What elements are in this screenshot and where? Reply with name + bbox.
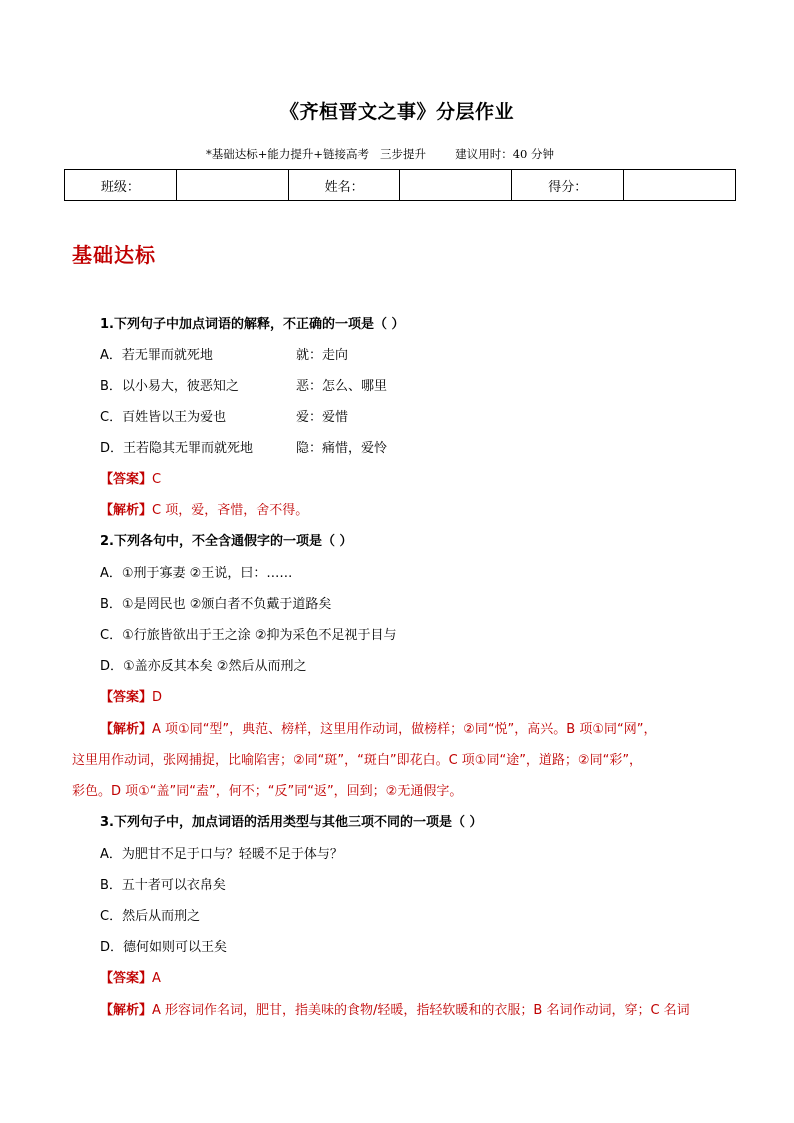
question-1-option-b: B．以小易大，彼恶知之 xyxy=(100,379,239,394)
analysis-text: C 项，爱，吝惜，舍不得。 xyxy=(152,503,309,518)
name-label: 姓名： xyxy=(288,170,400,201)
question-2-stem: 2.下列各句中，不全含通假字的一项是（ ） xyxy=(100,534,353,549)
answer-tag: 【答案】 xyxy=(100,971,153,986)
analysis-tag: 【解析】 xyxy=(100,503,153,518)
question-3-analysis xyxy=(100,999,690,1018)
question-2-answer xyxy=(100,686,162,705)
question-1-answer xyxy=(100,468,161,487)
question-1-option-d-gloss: 隐：痛惜，爱怜 xyxy=(296,441,388,456)
question-3-option-a: A．为肥甘不足于口与？轻暖不足于体与？ xyxy=(100,847,343,862)
answer-value: C xyxy=(152,472,162,487)
score-field[interactable] xyxy=(624,170,736,201)
class-field[interactable] xyxy=(176,170,288,201)
analysis-tag: 【解析】 xyxy=(100,722,153,737)
question-3-answer xyxy=(100,967,161,986)
question-3-option-c: C．然后从而刑之 xyxy=(100,909,201,924)
question-3-option-b: B．五十者可以衣帛矣 xyxy=(100,878,226,893)
option-text: A．若无罪而就死地 xyxy=(100,348,213,363)
question-2-analysis-line-2: 这里用作动词，张网捕捉，比喻陷害；②同“斑”，“斑白”即花白。C 项①同“途”，道路；②同“彩”， xyxy=(72,753,643,768)
answer-value: A xyxy=(152,971,161,986)
section-heading: 基础达标 xyxy=(72,243,156,267)
question-2-analysis-line-1 xyxy=(100,718,656,737)
document-title: 《齐桓晋文之事》分层作业 xyxy=(279,101,514,123)
question-3-stem: 3.下列句子中，加点词语的活用类型与其他三项不同的一项是（ ） xyxy=(100,815,483,830)
answer-tag: 【答案】 xyxy=(100,472,153,487)
question-1-option-b-gloss: 恶：怎么、哪里 xyxy=(296,379,388,394)
score-label: 得分： xyxy=(512,170,624,201)
question-2-option-b: B．①是罔民也 ②颁白者不负戴于道路矣 xyxy=(100,597,332,612)
question-1-option-a xyxy=(100,344,213,363)
answer-tag: 【答案】 xyxy=(100,690,153,705)
class-label: 班级： xyxy=(65,170,177,201)
question-2-option-c: C．①行旅皆欲出于王之涂 ②抑为采色不足视于目与 xyxy=(100,628,397,643)
analysis-text: A 项①同“型”，典范、榜样，这里用作动词，做榜样；②同“悦”，高兴。B 项①同“网”， xyxy=(152,722,657,737)
answer-value: D xyxy=(152,690,163,705)
question-1-stem: 1.下列句子中加点词语的解释，不正确的一项是（ ） xyxy=(100,317,405,332)
analysis-tag: 【解析】 xyxy=(100,1003,153,1018)
question-1-option-c-gloss: 爱：爱惜 xyxy=(296,410,349,425)
question-3-option-d: D．德何如则可以王矣 xyxy=(100,940,228,955)
name-field[interactable] xyxy=(400,170,512,201)
question-2-analysis-line-3: 彩色。D 项①“盖”同“盍”，何不；“反”同“返”，回到；②无通假字。 xyxy=(72,784,463,799)
student-info-table xyxy=(64,169,736,201)
question-1-option-d: D．王若隐其无罪而就死地 xyxy=(100,441,254,456)
question-2-option-a: A．①刑于寡妻 ②王说，曰：…… xyxy=(100,566,293,581)
analysis-text: A 形容词作名词，肥甘，指美味的食物/轻暖，指轻软暖和的衣服；B 名词作动词，穿；C 名词 xyxy=(152,1003,690,1018)
question-2-option-d: D．①盖亦反其本矣 ②然后从而刑之 xyxy=(100,659,307,674)
question-1-option-c: C．百姓皆以王为爱也 xyxy=(100,410,227,425)
document-subtitle: *基础达标+能力提升+链接高考 三步提升 建议用时：40 分钟 xyxy=(206,147,555,161)
question-1-option-a-gloss: 就：走向 xyxy=(296,348,349,363)
question-1-analysis xyxy=(100,499,308,518)
